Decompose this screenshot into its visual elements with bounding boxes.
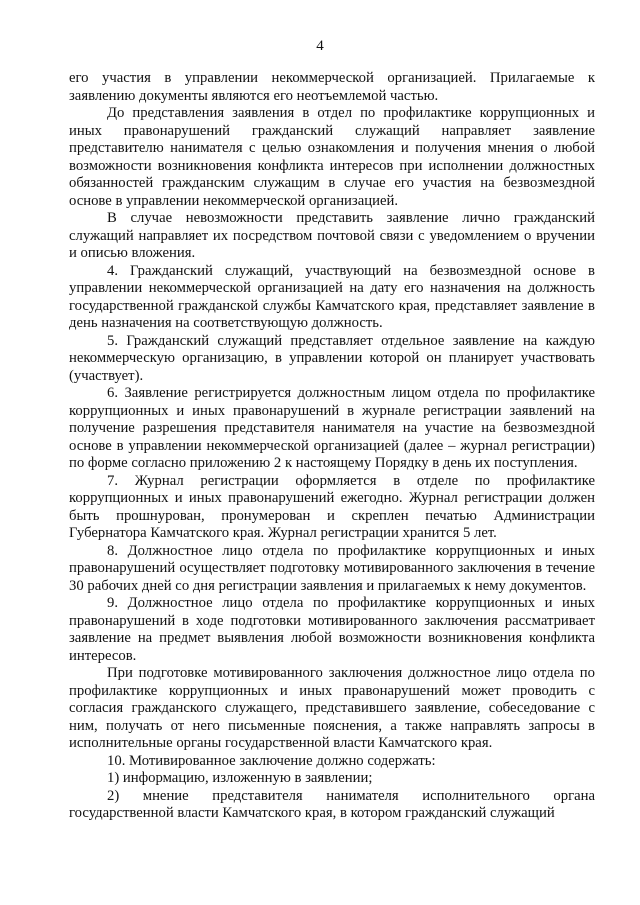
paragraph-item-8: 8. Должностное лицо отдела по профилактике коррупционных и иных правонарушений осуществляет подготовку мотивированного заключения в течение 30 рабочих дней со дня регистрации заявления и прилагаемых к нему документов. xyxy=(69,542,595,594)
subitem-1: 1) информацию, изложенную в заявлении; xyxy=(107,770,373,786)
paragraph-item-4: 4. Гражданский служащий, участвующий на безвозмездной основе в управлении некоммерческой организацией на дату его назначения на должность государственной гражданской службы Камчатского края, представляет заявление в день назначения на соответствующую должность. xyxy=(69,262,595,331)
paragraph-item-7: 7. Журнал регистрации оформляется в отделе по профилактике коррупционных и иных правонарушений ежегодно. Журнал регистрации должен быть прошнурован, пронумерован и скреплен печатью Администрации Губернатора Камчатского края. Журнал регистрации хранится 5 лет. xyxy=(69,472,595,541)
paragraph: В случае невозможности представить заявление лично гражданский служащий направляет их посредством почтовой связи с уведомлением о вручении и описью вложения. xyxy=(69,210,595,261)
paragraph-item-9: 9. Должностное лицо отдела по профилактике коррупционных и иных правонарушений в ходе подготовки мотивированного заключения рассматривает заявление на предмет выявления любой возможности возникновения конфликта интересов. xyxy=(69,595,595,664)
subitem-2: 2) мнение представителя нанимателя исполнительного органа государственной власти Камчатского края, в котором гражданский служащий xyxy=(69,787,595,821)
paragraph-item-6: 6. Заявление регистрируется должностным лицом отдела по профилактике коррупционных и иных правонарушений в журнале регистрации заявлений на получение разрешения представителя нанимателя на участие на безвозмездной основе в управлении некоммерческой организацией (далее – журнал регистрации) по форме согласно приложению 2 к настоящему Порядку в день их поступления. xyxy=(69,385,595,471)
paragraph-item-10: 10. Мотивированное заключение должно содержать: xyxy=(107,752,436,769)
paragraph-item-5: 5. Гражданский служащий представляет отдельное заявление на каждую некоммерческую организацию, в управлении которой он планирует участвовать (участвует). xyxy=(69,332,595,384)
page-number: 4 xyxy=(316,38,324,54)
paragraph: До представления заявления в отдел по профилактике коррупционных и иных правонарушений гражданский служащий направляет заявление представителю нанимателя с целью ознакомления и получения мнения о любой возможности возникновения конфликта интересов при исполнении должностных обязанностей гражданским служащим в случае его участия на безвозмездной основе в управлении некоммерческой организацией. xyxy=(69,105,595,209)
paragraph: его участия в управлении некоммерческой организацией. Прилагаемые к заявлению документы являются его неотъемлемой частью. xyxy=(69,70,595,104)
document-body xyxy=(69,70,595,823)
paragraph: При подготовке мотивированного заключения должностное лицо отдела по профилактике коррупционных и иных правонарушений может проводить с согласия гражданского служащего, представившего заявление, собеседование с ним, получать от него письменные пояснения, а также направлять запросы в исполнительные органы государственной власти Камчатского края. xyxy=(69,665,595,751)
